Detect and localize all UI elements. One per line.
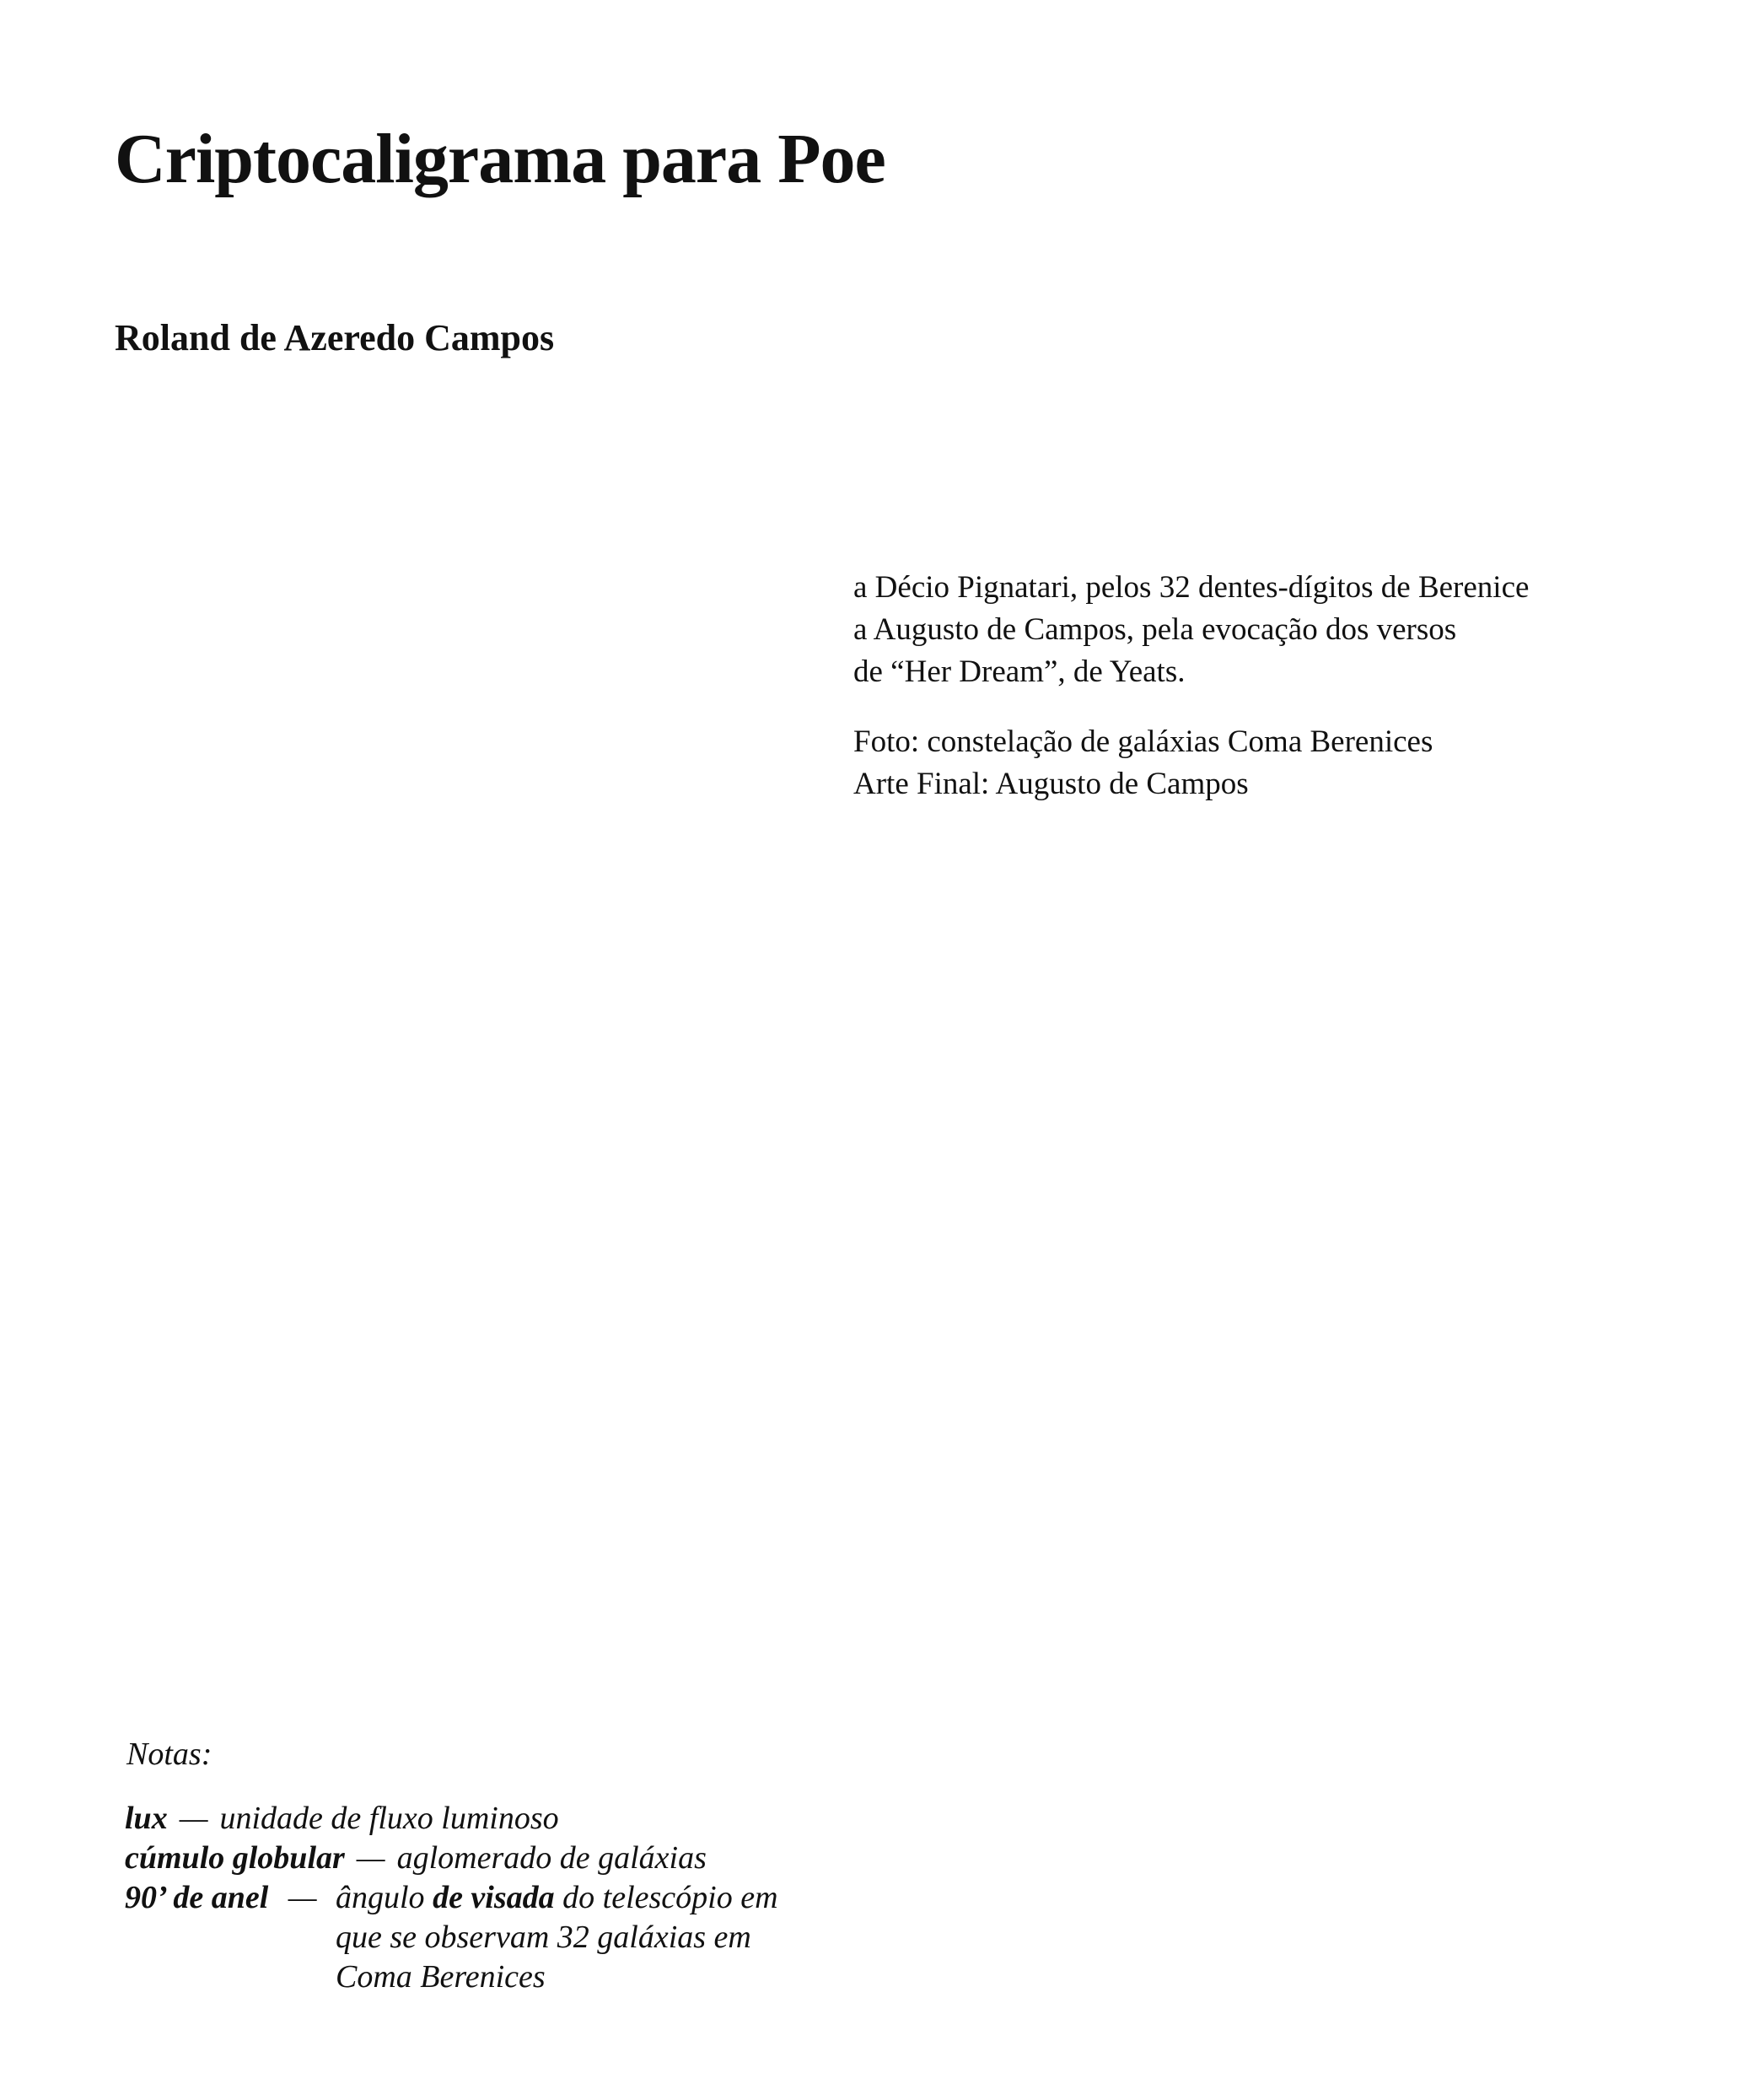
notes-section xyxy=(126,1733,778,1997)
note-dash: — xyxy=(356,1840,385,1876)
note-definition-end: do telescópio em xyxy=(562,1880,778,1915)
note-definition-line: Coma Berenices xyxy=(336,1959,546,1995)
note-term: 90’ de anel xyxy=(125,1880,269,1915)
note-definition xyxy=(336,1878,778,1997)
note-dash: — xyxy=(179,1801,208,1836)
page-title: Criptocaligrama para Poe xyxy=(115,120,885,198)
photo-credit: Foto: constelação de galáxias Coma Berenices xyxy=(853,724,1433,759)
note-dash: — xyxy=(288,1880,317,1915)
credits xyxy=(853,721,1433,805)
note-definition-start: ângulo xyxy=(336,1880,425,1915)
note-term: cúmulo globular xyxy=(125,1840,345,1876)
dedication-line: a Décio Pignatari, pelos 32 dentes-dígitos de Berenice xyxy=(853,570,1530,605)
note-term-group xyxy=(125,1878,336,1997)
note-definition: unidade de fluxo luminoso xyxy=(219,1801,559,1836)
note-definition-line xyxy=(336,1878,778,1918)
note-definition: aglomerado de galáxias xyxy=(396,1840,707,1876)
dedication xyxy=(853,567,1529,693)
note-item xyxy=(125,1839,778,1878)
notes-heading: Notas: xyxy=(126,1737,212,1772)
dedication-line: de “Her Dream”, de Yeats. xyxy=(853,654,1186,689)
note-term: lux xyxy=(125,1801,168,1836)
note-definition-line: que se observam 32 galáxias em xyxy=(336,1920,751,1955)
note-item xyxy=(125,1878,778,1997)
dedication-line: a Augusto de Campos, pela evocação dos versos xyxy=(853,612,1457,647)
note-definition-emphasis: de visada xyxy=(433,1880,555,1915)
author-name: Roland de Azeredo Campos xyxy=(115,317,555,358)
note-item xyxy=(125,1799,778,1839)
art-credit: Arte Final: Augusto de Campos xyxy=(853,767,1249,801)
